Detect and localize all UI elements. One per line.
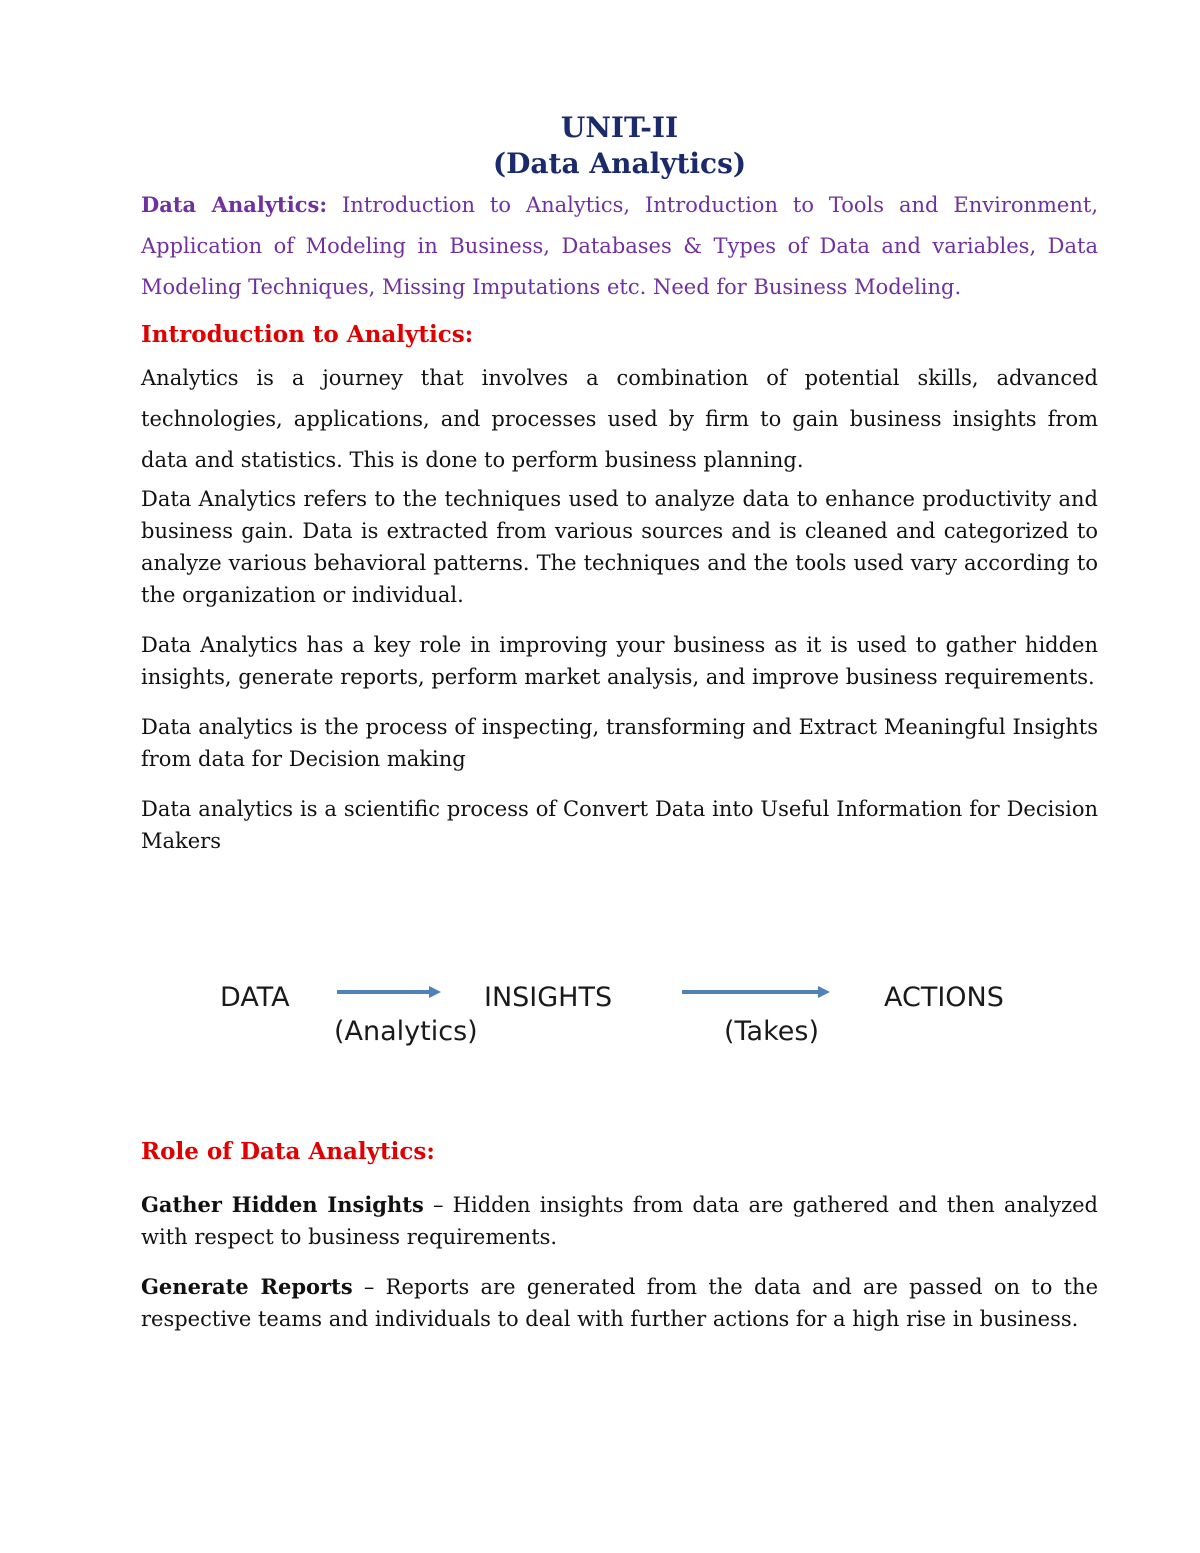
flow-arrow-2 bbox=[680, 982, 832, 1002]
syllabus-paragraph bbox=[141, 184, 1098, 308]
intro-heading: Introduction to Analytics: bbox=[141, 321, 474, 348]
role-item-lead: Gather Hidden Insights bbox=[141, 1192, 424, 1217]
syllabus-lead: Data Analytics: bbox=[141, 192, 328, 217]
paragraph-analytics-process: Data analytics is the process of inspecting, transforming and Extract Meaningful Insights from data for Decision making bbox=[141, 715, 1098, 771]
paragraph-analytics-journey: Analytics is a journey that involves a combination of potential skills, advanced technologies, applications, and processes used by firm to gain business insights from data and statistics. This is done to perform business planning. bbox=[141, 366, 1098, 472]
flow-step-insights: INSIGHTS bbox=[484, 982, 613, 1013]
role-item-generate-reports bbox=[141, 1271, 1098, 1335]
paragraph-analytics-role: Data Analytics has a key role in improving your business as it is used to gather hidden insights, generate reports, perform market analysis, and improve business requirements. bbox=[141, 633, 1098, 689]
unit-title-line1: UNIT-II bbox=[560, 111, 679, 144]
flow-step-actions: ACTIONS bbox=[884, 982, 1004, 1013]
flow-label-takes: (Takes) bbox=[724, 1016, 819, 1047]
role-item-text: – Hidden insights from data are gathered and then analyzed with respect to business requirements. bbox=[141, 1193, 1098, 1249]
flow-step-data: DATA bbox=[220, 982, 290, 1013]
flow-arrow-1 bbox=[335, 982, 443, 1002]
unit-title bbox=[141, 110, 1098, 182]
document-body bbox=[141, 110, 1098, 857]
syllabus-text: Introduction to Analytics, Introduction to Tools and Environment, Application of Modeling in Business, Databases & Types of Data and variables, Data Modeling Techniques, Missing Imputations etc. Need for Business Modeling. bbox=[141, 193, 1098, 299]
role-item-gather-insights bbox=[141, 1189, 1098, 1253]
paragraph-analytics-scientific: Data analytics is a scientific process of Convert Data into Useful Information for Decision Makers bbox=[141, 797, 1098, 853]
paragraph-analytics-definition: Data Analytics refers to the techniques used to analyze data to enhance productivity and business gain. Data is extracted from various sources and is cleaned and categorized to analyze various behavioral patterns. The techniques and the tools used vary according to the organization or individual. bbox=[141, 487, 1098, 607]
role-item-text: – Reports are generated from the data and are passed on to the respective teams and individuals to deal with further actions for a high rise in business. bbox=[141, 1275, 1098, 1331]
role-heading: Role of Data Analytics: bbox=[141, 1138, 435, 1165]
role-item-lead: Generate Reports bbox=[141, 1274, 353, 1299]
unit-title-line2: (Data Analytics) bbox=[492, 147, 747, 180]
flow-label-analytics: (Analytics) bbox=[334, 1016, 478, 1047]
role-section bbox=[141, 1135, 1098, 1335]
